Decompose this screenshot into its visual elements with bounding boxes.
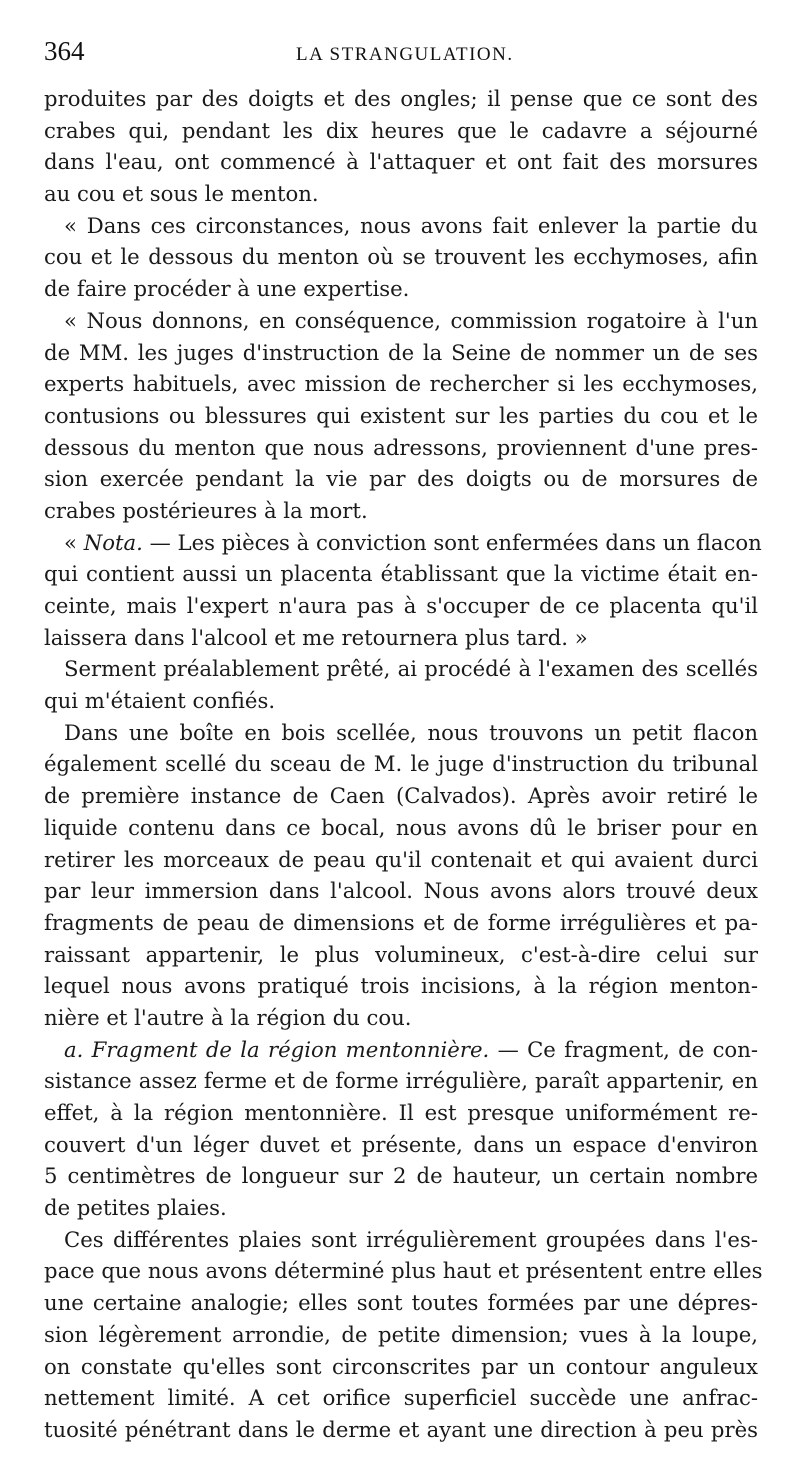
text-line-fragment <box>44 1034 758 1066</box>
text-line: sion légèrement arrondie, de petite dimension; vues à la loupe, <box>44 1321 758 1347</box>
page-number: 364 <box>44 36 85 66</box>
text-line: également scellé du sceau de M. le juge d'instruction du tribunal <box>44 751 758 777</box>
page-header <box>44 36 756 70</box>
text-line: retirer les morceaux de peau qu'il contenait et qui avaient durci <box>44 846 758 872</box>
text-line: « Dans ces circonstances, nous avons fait enlever la partie du <box>64 212 758 238</box>
text-line: sistance assez ferme et de forme irrégulière, paraît appartenir, en <box>44 1068 758 1094</box>
text-line: produites par des doigts et des ongles; il pense que ce sont des <box>44 86 758 111</box>
text-line: dans l'eau, ont commencé à l'attaquer et ont fait des morsures <box>44 149 758 175</box>
text-line: effet, à la région mentonnière. Il est presque uniformément re- <box>44 1100 758 1125</box>
text-line: sion exercée pendant la vie par des doigts ou de morsures de <box>44 466 758 492</box>
text-line: crabes postérieures à la mort. <box>44 497 368 523</box>
text-line: tuosité pénétrant dans le derme et ayant une direction à peu près <box>44 1416 758 1442</box>
text-line: contusions ou blessures qui existent sur les parties du cou et le <box>44 402 758 428</box>
text-line: raissant appartenir, le plus volumineux, c'est-à-dire celui sur <box>44 941 758 967</box>
text-line: nettement limité. A cet orifice superficiel succède une anfrac- <box>44 1385 758 1411</box>
text-line: on constate qu'elles sont circonscrites par un contour anguleux <box>44 1353 758 1379</box>
text-line: Dans une boîte en bois scellée, nous trouvons un petit flacon <box>64 719 758 745</box>
text-line: liquide contenu dans ce bocal, nous avons dû le briser pour en <box>44 814 758 840</box>
text-line: une certaine analogie; elles sont toutes formées par une dépres- <box>44 1290 758 1316</box>
text-line: crabes qui, pendant les dix heures que le cadavre a séjourné <box>44 117 758 143</box>
text-line: laissera dans l'alcool et me retournera plus tard. » <box>44 624 588 650</box>
text-line: lequel nous avons pratiqué trois incisions, à la région menton- <box>44 973 758 999</box>
text-line: ceinte, mais l'expert n'aura pas à s'occuper de ce placenta qu'il <box>44 593 758 618</box>
text-line: Serment préalablement prêté, ai procédé à l'examen des scellés <box>64 656 758 682</box>
text-line: « Nous donnons, en conséquence, commission rogatoire à l'un <box>64 307 758 333</box>
text-line: nière et l'autre à la région du cou. <box>44 1004 412 1030</box>
text-line: qui m'étaient confiés. <box>44 688 276 714</box>
text-line: au cou et sous le menton. <box>44 181 319 207</box>
running-title: LA STRANGULATION. <box>296 44 514 65</box>
text-line: couvert d'un léger duvet et présente, dans un espace d'environ <box>44 1131 758 1157</box>
text-line: dessous du menton que nous adressons, proviennent d'une pres- <box>44 434 758 460</box>
text-line: de MM. les juges d'instruction de la Seine de nommer un de ses <box>44 339 758 365</box>
fragment-heading: a. Fragment de la région mentonnière. <box>64 1036 490 1062</box>
text-line: de petites plaies. <box>44 1195 227 1221</box>
text-line: de première instance de Caen (Calvados). Après avoir retiré le <box>44 783 758 809</box>
text-line: fragments de peau de dimensions et de forme irrégulières et pa- <box>44 909 758 935</box>
text-line: Ces différentes plaies sont irrégulièrement groupées dans l'es- <box>64 1226 758 1252</box>
text-line: cou et le dessous du menton où se trouvent les ecchymoses, afin <box>44 244 758 270</box>
body-text <box>44 83 763 1446</box>
nota-label: Nota. <box>83 529 143 555</box>
text-line: pace que nous avons déterminé plus haut et présentent entre elles <box>44 1258 763 1284</box>
quote-mark: « <box>64 529 84 555</box>
fragment-text: — Ce fragment, de con- <box>489 1036 758 1062</box>
text-line-nota <box>44 527 762 559</box>
text-line: 5 centimètres de longueur sur 2 de hauteur, un certain nombre <box>44 1163 758 1189</box>
text-line: experts habituels, avec mission de rechercher si les ecchymoses, <box>44 371 758 397</box>
nota-text: — Les pièces à conviction sont enfermées dans un flacon <box>142 529 762 555</box>
text-line: de faire procéder à une expertise. <box>44 276 410 302</box>
text-line: par leur immersion dans l'alcool. Nous avons alors trouvé deux <box>44 878 758 904</box>
text-line: qui contient aussi un placenta établissant que la victime était en- <box>44 561 758 587</box>
